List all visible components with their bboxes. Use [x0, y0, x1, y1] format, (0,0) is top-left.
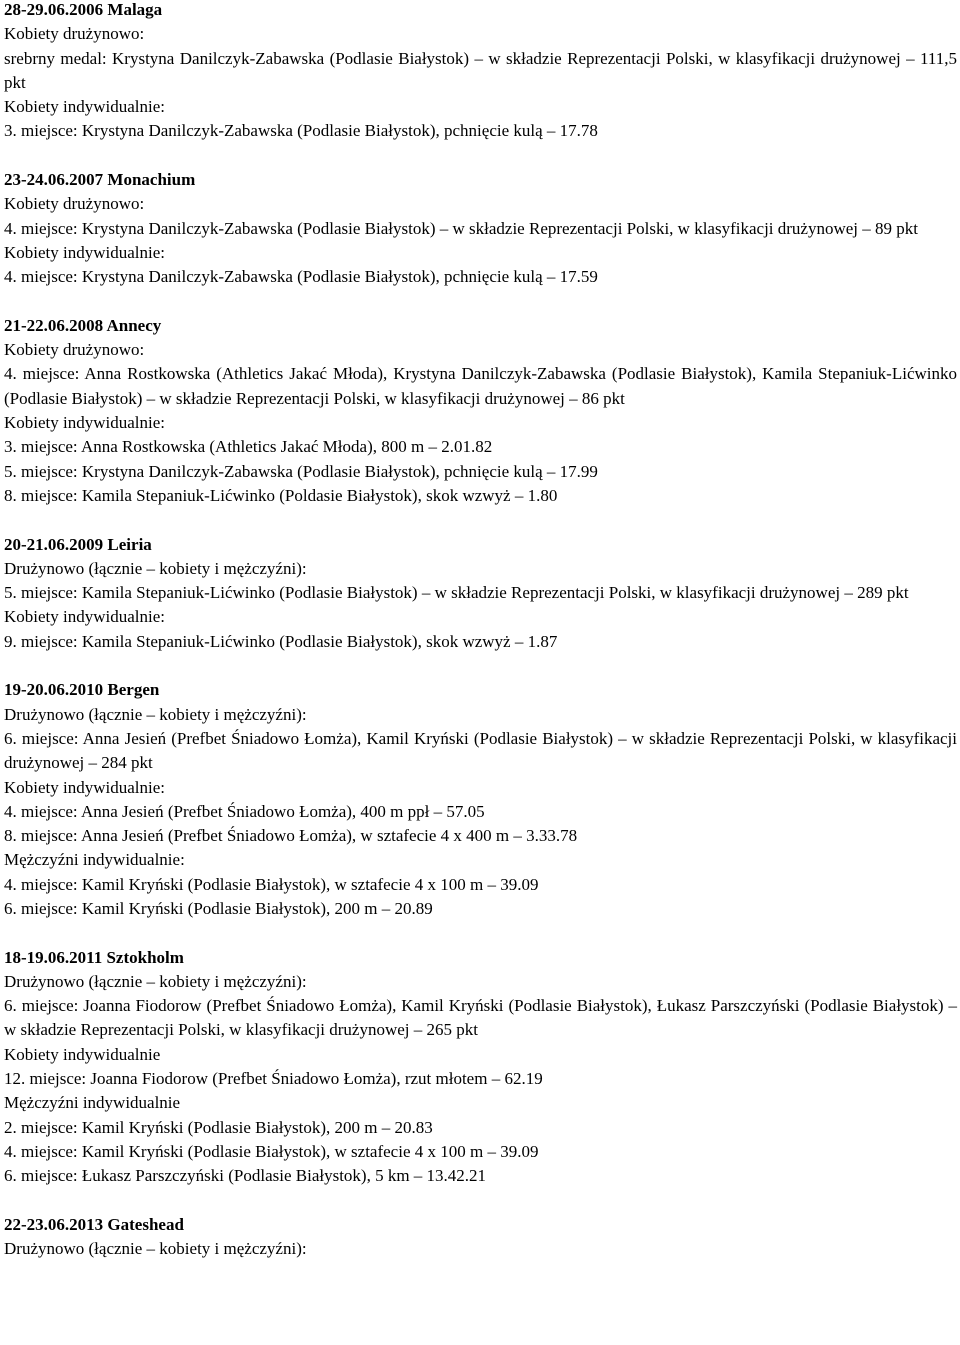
category-header: Drużynowo (łącznie – kobiety i mężczyźni): [4, 1239, 307, 1259]
event-title: 23-24.06.2007 Monachium [4, 170, 196, 190]
category-header: Kobiety indywidualnie: [4, 777, 166, 797]
category-header: Kobiety indywidualnie: [4, 413, 166, 433]
category-header: Kobiety drużynowo: [4, 340, 145, 360]
result-entry: 4. miejsce: Krystyna Danilczyk-Zabawska (Podlasie Białystok), pchnięcie kulą – 17.59 [4, 267, 598, 287]
category-header: Drużynowo (łącznie – kobiety i mężczyźni): [4, 558, 307, 578]
result-entry: 9. miejsce: Kamila Stepaniuk-Lićwinko (Podlasie Białystok), skok wzwyż – 1.87 [4, 631, 558, 651]
event-section [4, 168, 957, 289]
category-header: Kobiety drużynowo: [4, 194, 145, 214]
result-entry: 6. miejsce: Anna Jesień (Prefbet Śniadowo Łomża), Kamil Kryński (Podlasie Białystok) – w składzie Reprezentacji Polski, w klasyfikacji drużynowej – 284 pkt [4, 728, 957, 773]
result-entry: 5. miejsce: Kamila Stepaniuk-Lićwinko (Podlasie Białystok) – w składzie Reprezentacji Polski, w klasyfikacji drużynowej – 289 pkt [4, 583, 909, 603]
event-title: 18-19.06.2011 Sztokholm [4, 947, 184, 967]
category-header: Kobiety indywidualnie: [4, 607, 166, 627]
result-entry: 3. miejsce: Anna Rostkowska (Athletics Jakać Młoda), 800 m – 2.01.82 [4, 437, 493, 457]
category-header: Kobiety indywidualnie: [4, 242, 166, 262]
event-section [4, 1213, 957, 1262]
result-entry: 5. miejsce: Krystyna Danilczyk-Zabawska (Podlasie Białystok), pchnięcie kulą – 17.99 [4, 461, 598, 481]
event-title: 22-23.06.2013 Gateshead [4, 1214, 184, 1234]
event-section [4, 0, 957, 144]
result-entry: 3. miejsce: Krystyna Danilczyk-Zabawska (Podlasie Białystok), pchnięcie kulą – 17.78 [4, 121, 598, 141]
event-title: 21-22.06.2008 Annecy [4, 315, 162, 335]
result-entry: 6. miejsce: Łukasz Parszczyński (Podlasie Białystok), 5 km – 13.42.21 [4, 1166, 487, 1186]
event-section [4, 946, 957, 1189]
result-entry: 4. miejsce: Anna Rostkowska (Athletics Jakać Młoda), Krystyna Danilczyk-Zabawska (Podlasie Białystok), Kamila Stepaniuk-Lićwinko (Podlasie Białystok) – w składzie Reprezentacji Polski, w klasyfikacji drużynowej – 86 pkt [4, 364, 957, 408]
event-title: 19-20.06.2010 Bergen [4, 680, 160, 700]
category-header: Mężczyźni indywidualnie [4, 1093, 181, 1113]
category-header: Kobiety indywidualnie [4, 1044, 161, 1064]
event-title: 20-21.06.2009 Leiria [4, 534, 152, 554]
document-body [4, 0, 957, 1286]
result-entry: 8. miejsce: Anna Jesień (Prefbet Śniadowo Łomża), w sztafecie 4 x 400 m – 3.33.78 [4, 826, 578, 846]
result-entry: 4. miejsce: Anna Jesień (Prefbet Śniadowo Łomża), 400 m ppł – 57.05 [4, 801, 485, 821]
category-header: Drużynowo (łącznie – kobiety i mężczyźni): [4, 704, 307, 724]
result-entry: 6. miejsce: Joanna Fiodorow (Prefbet Śniadowo Łomża), Kamil Kryński (Podlasie Białystok), Łukasz Parszczyński (Podlasie Białystok) – w składzie Reprezentacji Polski, w klasyfikacji drużynowej – 265 pkt [4, 996, 957, 1040]
event-section [4, 533, 957, 654]
category-header: Drużynowo (łącznie – kobiety i mężczyźni): [4, 971, 307, 991]
category-header: Kobiety drużynowo: [4, 24, 145, 44]
event-section [4, 678, 957, 921]
event-section [4, 314, 957, 508]
result-entry: 2. miejsce: Kamil Kryński (Podlasie Białystok), 200 m – 20.83 [4, 1117, 433, 1137]
result-entry: 4. miejsce: Kamil Kryński (Podlasie Białystok), w sztafecie 4 x 100 m – 39.09 [4, 874, 539, 894]
event-title: 28-29.06.2006 Malaga [4, 0, 163, 19]
result-entry: 12. miejsce: Joanna Fiodorow (Prefbet Śniadowo Łomża), rzut młotem – 62.19 [4, 1069, 543, 1089]
category-header: Kobiety indywidualnie: [4, 97, 166, 117]
result-entry: 4. miejsce: Krystyna Danilczyk-Zabawska (Podlasie Białystok) – w składzie Reprezentacji Polski, w klasyfikacji drużynowej – 89 pkt [4, 218, 918, 238]
result-entry: 6. miejsce: Kamil Kryński (Podlasie Białystok), 200 m – 20.89 [4, 898, 433, 918]
category-header: Mężczyźni indywidualnie: [4, 850, 185, 870]
result-entry: 8. miejsce: Kamila Stepaniuk-Lićwinko (Poldasie Białystok), skok wzwyż – 1.80 [4, 485, 558, 505]
result-entry: srebrny medal: Krystyna Danilczyk-Zabawska (Podlasie Białystok) – w składzie Reprezentacji Polski, w klasyfikacji drużynowej – 111,5 pkt [4, 48, 957, 92]
result-entry: 4. miejsce: Kamil Kryński (Podlasie Białystok), w sztafecie 4 x 100 m – 39.09 [4, 1141, 539, 1161]
